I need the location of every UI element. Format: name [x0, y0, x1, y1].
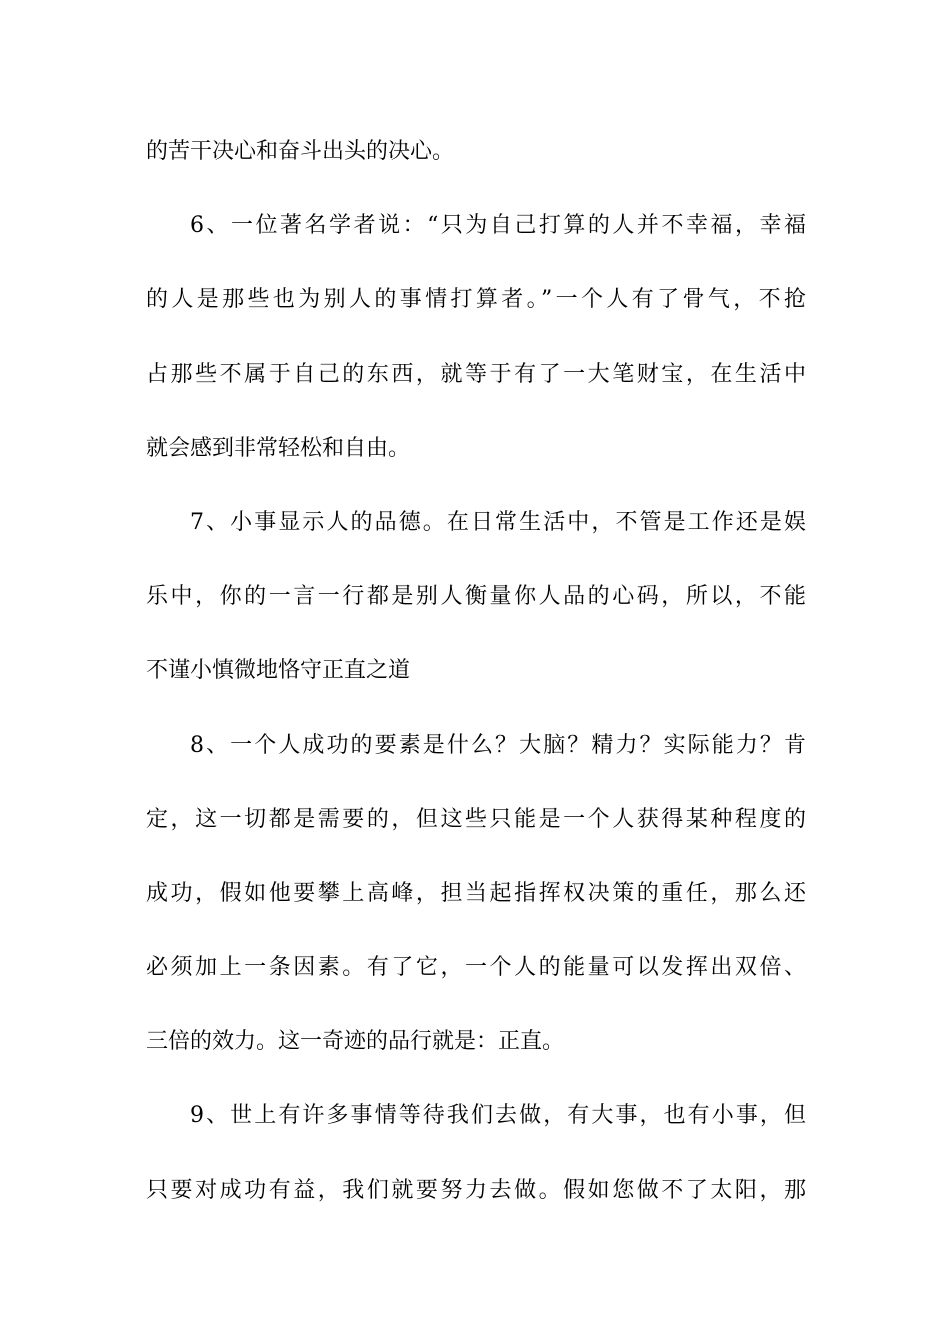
text-line: 只要对成功有益，我们就要努力去做。假如您做不了太阳，那 [146, 1177, 806, 1203]
text-line: 三倍的效力。这一奇迹的品行就是：正直。 [146, 1029, 565, 1055]
text-line: 9、世上有许多事情等待我们去做，有大事，也有小事，但 [190, 1103, 806, 1129]
body-text [146, 126, 806, 1239]
text-line: 不谨小慎微地恪守正直之道 [146, 658, 411, 684]
text-line: 乐中，你的一言一行都是别人衡量你人品的心码，所以，不能 [146, 584, 806, 610]
text-line: 8、一个人成功的要素是什么？大脑？精力？实际能力？肯 [190, 732, 806, 758]
text-line: 必须加上一条因素。有了它，一个人的能量可以发挥出双倍、 [146, 955, 806, 981]
text-line: 的人是那些也为别人的事情打算者。”一个人有了骨气，不抢 [146, 287, 806, 313]
text-line: 的苦干决心和奋斗出头的决心。 [146, 139, 455, 164]
text-line: 7、小事显示人的品德。在日常生活中，不管是工作还是娱 [190, 509, 806, 535]
text-line: 成功，假如他要攀上高峰，担当起指挥权决策的重任，那么还 [146, 880, 806, 906]
text-line: 6、一位著名学者说：“只为自己打算的人并不幸福，幸福 [190, 213, 806, 239]
text-line: 就会感到非常轻松和自由。 [146, 435, 411, 461]
text-line: 占那些不属于自己的东西，就等于有了一大笔财宝，在生活中 [146, 361, 806, 387]
text-line: 定，这一切都是需要的，但这些只能是一个人获得某种程度的 [146, 806, 806, 832]
